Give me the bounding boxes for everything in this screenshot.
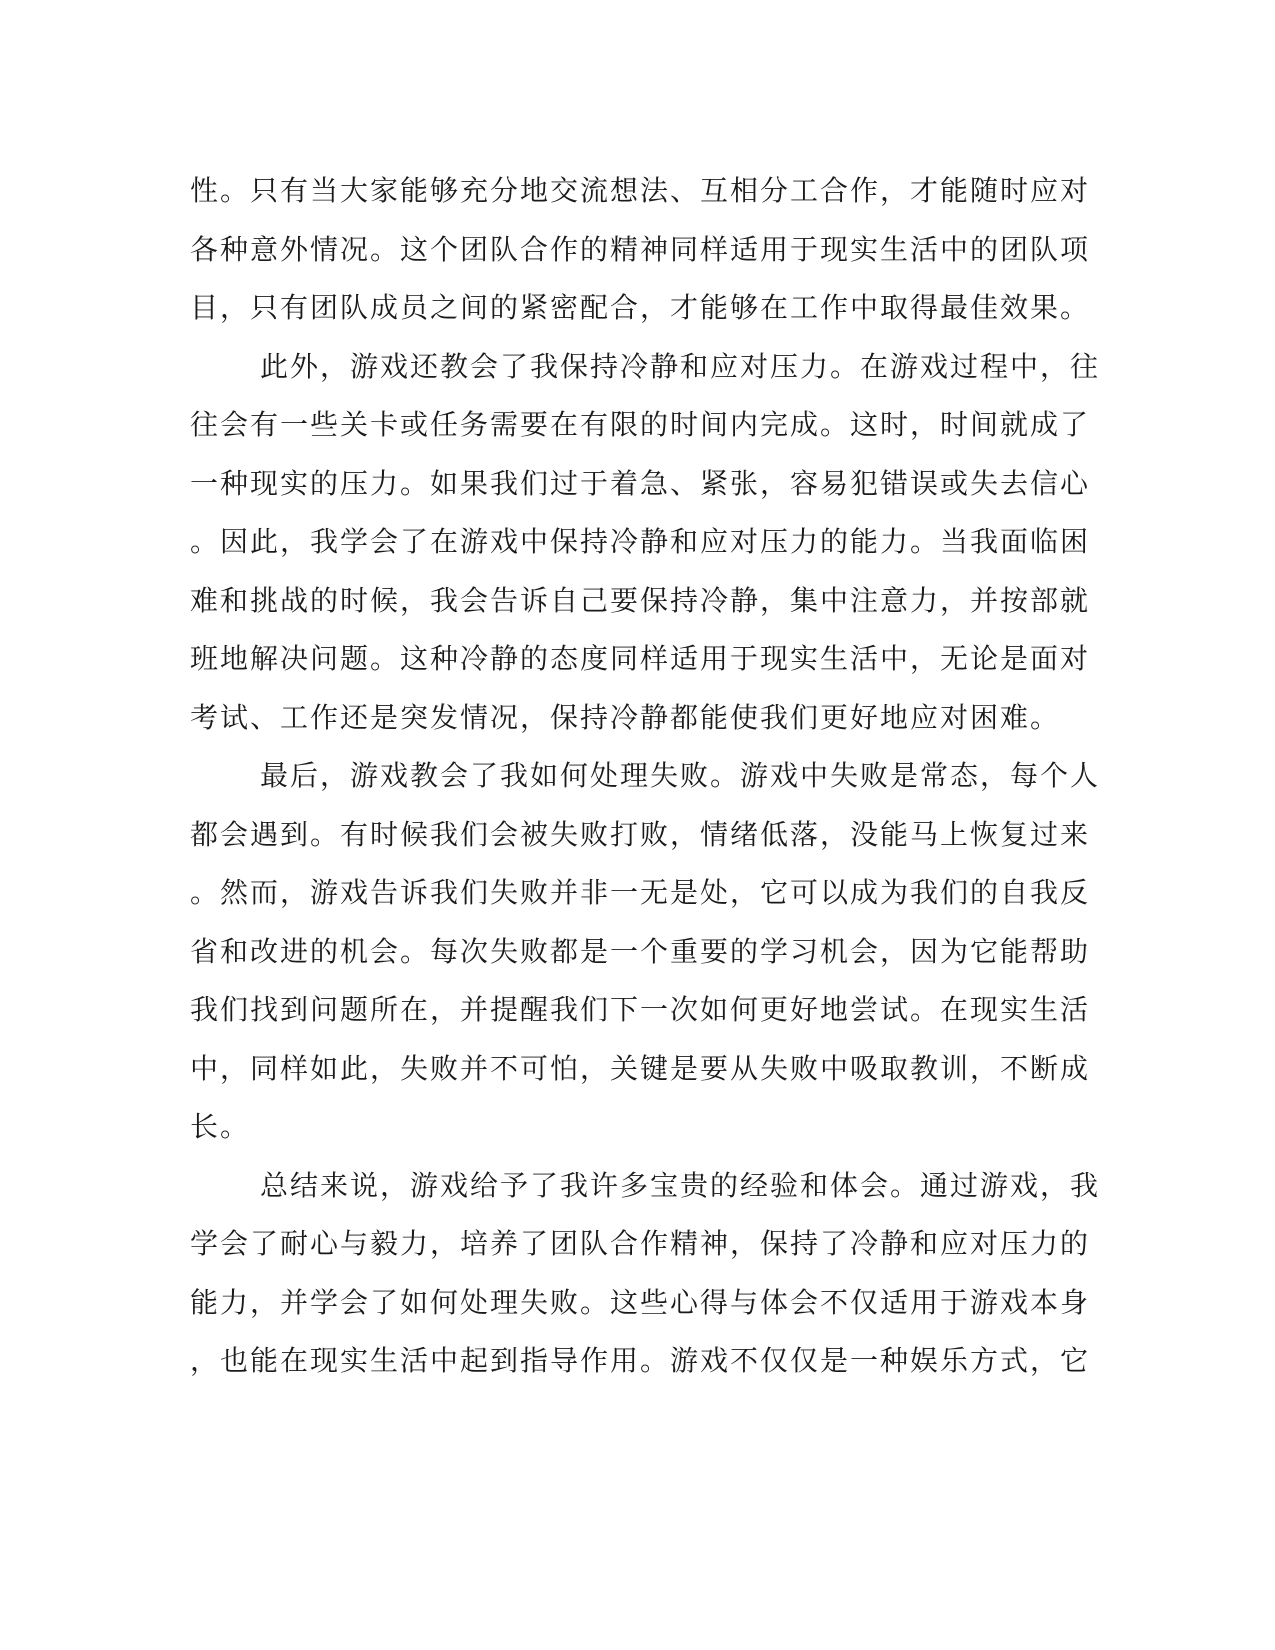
text-line: 学会了耐心与毅力，培养了团队合作精神，保持了冷静和应对压力的 bbox=[190, 1227, 1091, 1260]
text-line: 能力，并学会了如何处理失败。这些心得与体会不仅适用于游戏本身 bbox=[190, 1285, 1091, 1319]
text-line: 我们找到问题所在，并提醒我们下一次如何更好地尝试。在现实生活 bbox=[190, 993, 1091, 1026]
text-line: 各种意外情况。这个团队合作的精神同样适用于现实生活中的团队项 bbox=[190, 232, 1091, 266]
text-line: 性。只有当大家能够充分地交流想法、互相分工合作，才能随时应对 bbox=[190, 174, 1091, 207]
paragraph-start-line: 此外，游戏还教会了我保持冷静和应对压力。在游戏过程中，往 bbox=[260, 349, 1101, 383]
text-line: 考试、工作还是突发情况，保持冷静都能使我们更好地应对困难。 bbox=[190, 700, 1061, 734]
text-line: 省和改进的机会。每次失败都是一个重要的学习机会，因为它能帮助 bbox=[190, 934, 1091, 968]
text-line: ，也能在现实生活中起到指导作用。游戏不仅仅是一种娱乐方式，它 bbox=[190, 1344, 1091, 1377]
text-line: 。因此，我学会了在游戏中保持冷静和应对压力的能力。当我面临困 bbox=[190, 525, 1091, 558]
text-line: 往会有一些关卡或任务需要在有限的时间内完成。这时，时间就成了 bbox=[190, 408, 1091, 441]
paragraph-start-line: 最后，游戏教会了我如何处理失败。游戏中失败是常态，每个人 bbox=[260, 759, 1101, 792]
text-line: 一种现实的压力。如果我们过于着急、紧张，容易犯错误或失去信心 bbox=[190, 466, 1091, 500]
text-line: 目，只有团队成员之间的紧密配合，才能够在工作中取得最佳效果。 bbox=[190, 291, 1091, 324]
text-line: 。然而，游戏告诉我们失败并非一无是处，它可以成为我们的自我反 bbox=[190, 876, 1091, 909]
text-line: 中，同样如此，失败并不可怕，关键是要从失败中吸取教训，不断成 bbox=[190, 1051, 1091, 1085]
text-line: 班地解决问题。这种冷静的态度同样适用于现实生活中，无论是面对 bbox=[190, 642, 1091, 675]
text-line: 长。 bbox=[190, 1110, 251, 1143]
body-text bbox=[190, 162, 1101, 1391]
text-line: 难和挑战的时候，我会告诉自己要保持冷静，集中注意力，并按部就 bbox=[190, 583, 1091, 617]
text-line: 都会遇到。有时候我们会被失败打败，情绪低落，没能马上恢复过来 bbox=[190, 817, 1091, 851]
paragraph-start-line: 总结来说，游戏给予了我许多宝贵的经验和体会。通过游戏，我 bbox=[260, 1168, 1101, 1202]
